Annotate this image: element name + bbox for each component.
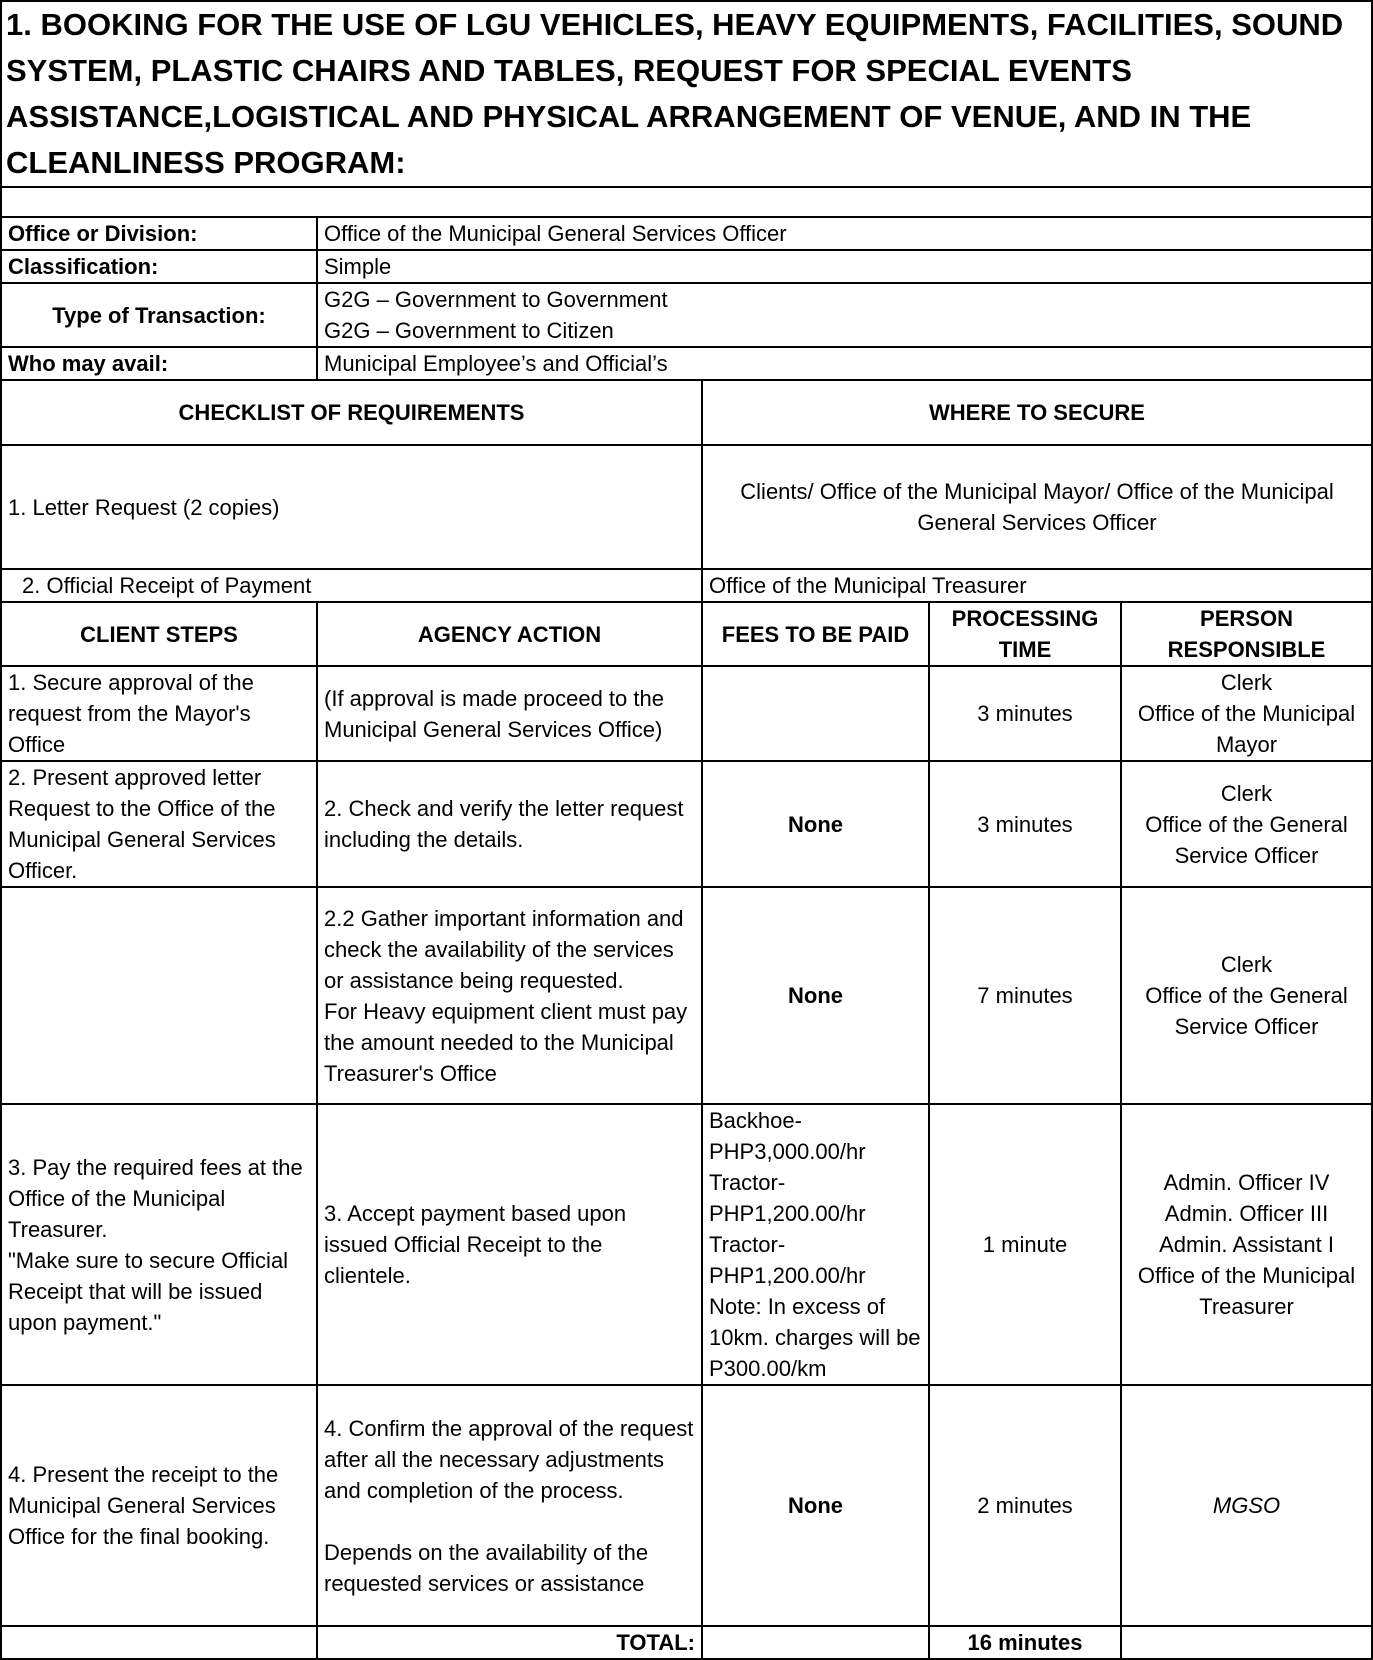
person-responsible: Clerk Office of the General Service Officer: [1121, 761, 1372, 887]
agency-action: 3. Accept payment based upon issued Official Receipt to the clientele.: [317, 1104, 702, 1385]
transaction-value: [317, 283, 1372, 347]
processing-time: 3 minutes: [929, 666, 1121, 761]
client-step: 2. Present approved letter Request to the Office of the Municipal General Services Officer.: [1, 761, 317, 887]
transaction-label: Type of Transaction:: [1, 283, 317, 347]
agency-action: 4. Confirm the approval of the request after all the necessary adjustments and completion of the process. Depends on the availability of the requested services or assistance: [317, 1385, 702, 1626]
processing-time: 2 minutes: [929, 1385, 1121, 1626]
agency-action: 2.2 Gather important information and check the availability of the services or assistance being requested. For Heavy equipment client must pay the amount needed to the Municipal Treasurer's Office: [317, 887, 702, 1104]
office-label: Office or Division:: [1, 217, 317, 250]
total-label: TOTAL:: [317, 1626, 702, 1659]
office-value: Office of the Municipal General Services Officer: [317, 217, 1372, 250]
requirement-source: Clients/ Office of the Municipal Mayor/ Office of the Municipal General Services Officer: [702, 445, 1372, 569]
agency-action-header: AGENCY ACTION: [317, 602, 702, 666]
spacer-row: [1, 187, 1372, 217]
fee-schedule: Backhoe- PHP3,000.00/hr Tractor- PHP1,200.00/hr Tractor- PHP1,200.00/hr Note: In excess of 10km. charges will be P300.00/km: [702, 1104, 929, 1385]
client-step: 1. Secure approval of the request from the Mayor's Office: [1, 666, 317, 761]
client-step: 4. Present the receipt to the Municipal General Services Office for the final booking.: [1, 1385, 317, 1626]
client-steps-header: CLIENT STEPS: [1, 602, 317, 666]
agency-action: 2. Check and verify the letter request including the details.: [317, 761, 702, 887]
fee: None: [702, 761, 929, 887]
requirement-item: 2. Official Receipt of Payment: [1, 569, 702, 602]
client-step: 3. Pay the required fees at the Office of the Municipal Treasurer. "Make sure to secure Official Receipt that will be issued upon payment.": [1, 1104, 317, 1385]
transaction-type: G2G – Government to Government: [324, 287, 668, 312]
person-responsible: MGSO: [1121, 1385, 1372, 1626]
processing-time: 1 minute: [929, 1104, 1121, 1385]
person-responsible: Clerk Office of the General Service Officer: [1121, 887, 1372, 1104]
transaction-type: G2G – Government to Citizen: [324, 318, 614, 343]
total-value: 16 minutes: [929, 1626, 1121, 1659]
requirement-source: Office of the Municipal Treasurer: [702, 569, 1372, 602]
classification-label: Classification:: [1, 250, 317, 283]
processing-time: 7 minutes: [929, 887, 1121, 1104]
person-responsible: Admin. Officer IV Admin. Officer III Admin. Assistant I Office of the Municipal Treasurer: [1121, 1104, 1372, 1385]
agency-action: (If approval is made proceed to the Municipal General Services Office): [317, 666, 702, 761]
fees-header: FEES TO BE PAID: [702, 602, 929, 666]
processing-time: 3 minutes: [929, 761, 1121, 887]
where-to-secure-header: WHERE TO SECURE: [702, 380, 1372, 445]
processing-time-header: PROCESSING TIME: [929, 602, 1121, 666]
person-responsible-header: PERSON RESPONSIBLE: [1121, 602, 1372, 666]
classification-value: Simple: [317, 250, 1372, 283]
who-may-avail-label: Who may avail:: [1, 347, 317, 380]
client-step: [1, 887, 317, 1104]
fee: None: [702, 1385, 929, 1626]
document-title: 1. BOOKING FOR THE USE OF LGU VEHICLES, HEAVY EQUIPMENTS, FACILITIES, SOUND SYSTEM, PLASTIC CHAIRS AND TABLES, REQUEST FOR SPECIAL EVENTS ASSISTANCE,LOGISTICAL AND PHYSICAL ARRANGEMENT OF VENUE, AND IN THE CLEANLINESS PROGRAM:: [1, 1, 1372, 187]
checklist-header: CHECKLIST OF REQUIREMENTS: [1, 380, 702, 445]
requirement-item: 1. Letter Request (2 copies): [1, 445, 702, 569]
person-responsible: Clerk Office of the Municipal Mayor: [1121, 666, 1372, 761]
fee: [702, 666, 929, 761]
who-may-avail-value: Municipal Employee’s and Official’s: [317, 347, 1372, 380]
fee: None: [702, 887, 929, 1104]
